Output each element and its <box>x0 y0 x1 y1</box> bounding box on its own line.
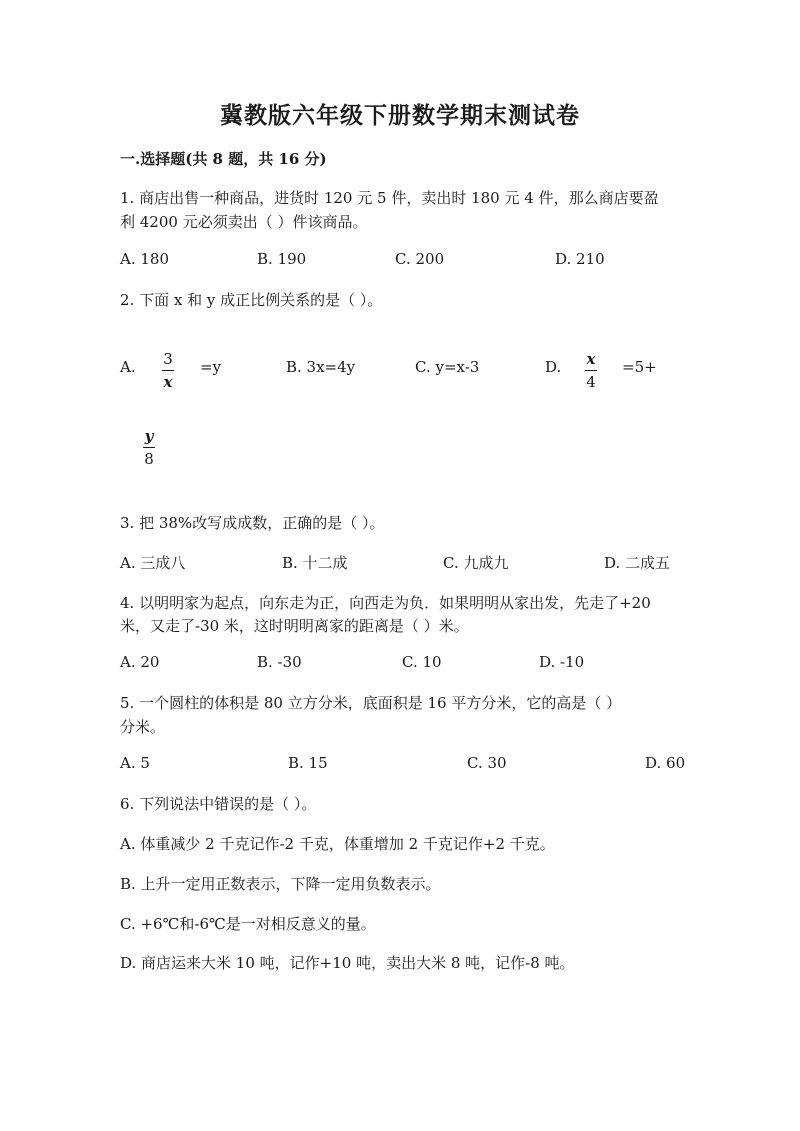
question-3-option-a: A. 三成八 <box>120 554 186 572</box>
question-2-option-b: B. 3x=4y <box>286 358 356 376</box>
question-4-line-1: 4. 以明明家为起点，向东走为正，向西走为负．如果明明从家出发，先走了+20 <box>120 594 651 612</box>
question-4-line-2: 米，又走了-30 米，这时明明离家的距离是（ ）米。 <box>120 617 469 635</box>
question-3-option-b: B. 十二成 <box>282 554 348 572</box>
question-6-option-d: D. 商店运来大米 10 吨，记作+10 吨，卖出大米 8 吨，记作-8 吨。 <box>120 954 575 972</box>
question-6-option-b: B. 上升一定用正数表示，下降一定用负数表示。 <box>120 875 441 893</box>
question-2-option-c: C. y=x-3 <box>415 358 480 376</box>
question-2-option-a-label: A. <box>120 358 136 376</box>
fraction-denominator: x <box>163 373 173 391</box>
question-4-option-d: D. -10 <box>539 653 585 671</box>
question-6-option-c: C. +6℃和-6℃是一对相反意义的量。 <box>120 915 376 933</box>
question-4-option-a: A. 20 <box>120 653 160 671</box>
question-1-option-a: A. 180 <box>120 250 169 268</box>
question-4-option-b: B. -30 <box>257 653 302 671</box>
question-5-line-1: 5. 一个圆柱的体积是 80 立方分米，底面积是 16 平方分米，它的高是（ ） <box>120 694 622 712</box>
question-6-line-1: 6. 下列说法中错误的是（ ）。 <box>120 795 317 813</box>
fraction-denominator: 4 <box>586 373 596 391</box>
fraction-numerator: 3 <box>163 350 173 368</box>
fraction-bar <box>143 447 155 448</box>
question-6-option-a: A. 体重减少 2 千克记作-2 千克，体重增加 2 千克记作+2 千克。 <box>120 835 555 853</box>
fraction-denominator: 8 <box>144 450 154 468</box>
question-2-option-d-label: D. <box>545 358 562 376</box>
question-3-option-c: C. 九成九 <box>443 554 509 572</box>
question-2-option-d-tail: =5+ <box>622 358 657 376</box>
question-5-option-a: A. 5 <box>120 754 150 772</box>
fraction-numerator: x <box>586 350 596 368</box>
question-1-line-1: 1. 商店出售一种商品，进货时 120 元 5 件，卖出时 180 元 4 件，那么商店要盈 <box>120 189 659 207</box>
question-2-option-a-tail: =y <box>200 358 222 376</box>
question-5-option-d: D. 60 <box>645 754 686 772</box>
question-1-option-b: B. 190 <box>257 250 307 268</box>
section-heading: 一.选择题(共 8 题，共 16 分) <box>120 150 327 168</box>
question-2-option-d-fraction-2 <box>143 428 155 467</box>
question-4-option-c: C. 10 <box>402 653 442 671</box>
question-2-option-a-fraction <box>162 351 174 390</box>
fraction-bar <box>585 370 597 371</box>
question-1-option-d: D. 210 <box>555 250 605 268</box>
question-3-option-d: D. 二成五 <box>604 554 671 572</box>
question-2-option-d-fraction <box>585 351 597 390</box>
question-1-line-2: 利 4200 元必须卖出（ ）件该商品。 <box>120 213 368 231</box>
question-1-option-c: C. 200 <box>395 250 445 268</box>
fraction-bar <box>162 370 174 371</box>
fraction-numerator: y <box>144 427 154 445</box>
question-3-line-1: 3. 把 38%改写成成数，正确的是（ ）。 <box>120 514 385 532</box>
question-2-line-1: 2. 下面 x 和 y 成正比例关系的是（ ）。 <box>120 291 383 309</box>
question-5-option-c: C. 30 <box>467 754 507 772</box>
question-5-option-b: B. 15 <box>288 754 328 772</box>
page-title: 冀教版六年级下册数学期末测试卷 <box>220 102 580 129</box>
question-5-line-2: 分米。 <box>120 718 166 736</box>
